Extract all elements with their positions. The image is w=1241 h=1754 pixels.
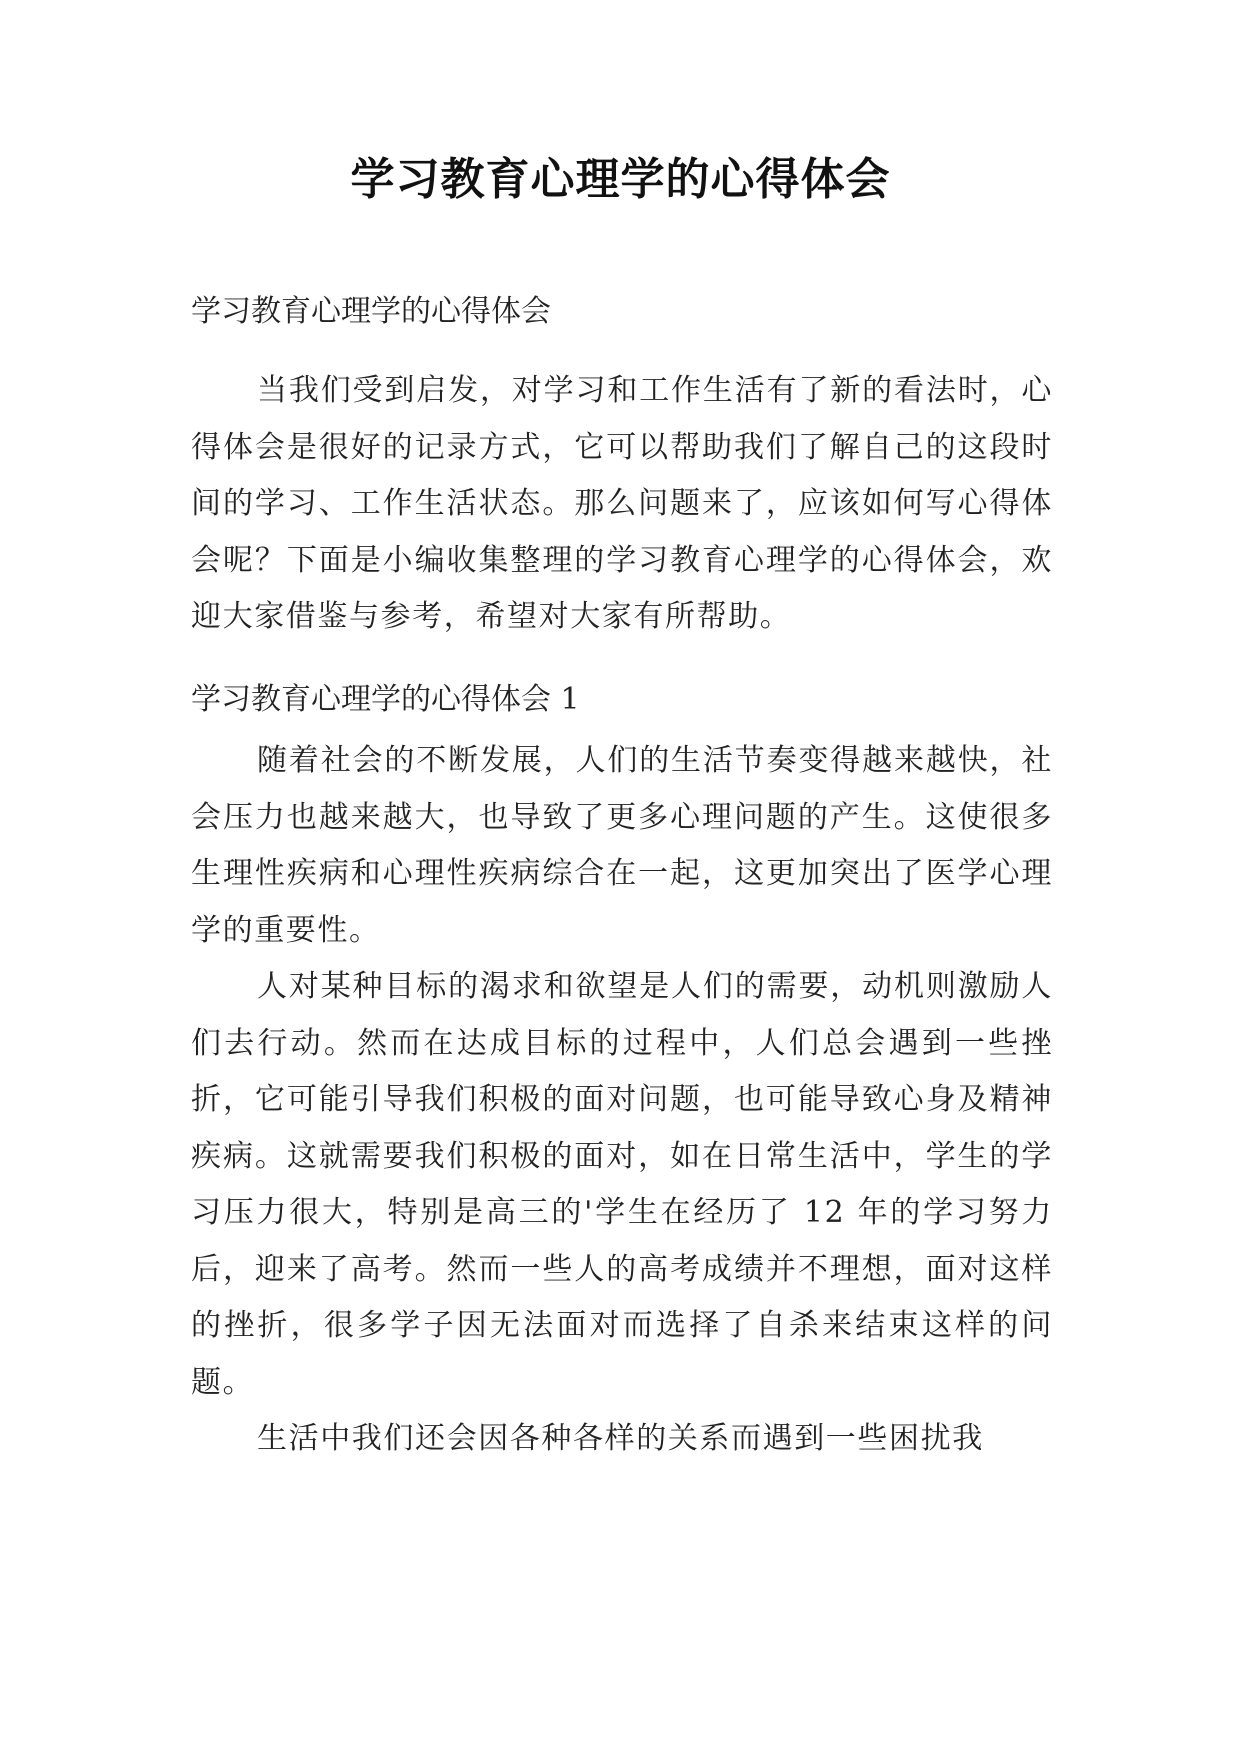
document-subtitle: 学习教育心理学的心得体会 xyxy=(191,294,551,329)
body-paragraph: 人对某种目标的渴求和欲望是人们的需要，动机则激励人们去行动。然而在达成目标的过程中，人们总会遇到一些挫折，它可能引导我们积极的面对问题，也可能导致心身及精神疾病。这就需要我们积极的面对，如在日常生活中，学生的学习压力很大，特别是高三的'学生在经历了 12 年的学习努力后，迎来了高考。然而一些人的高考成绩并不理想，面对这样的挫折，很多学子因无法面对而选择了自杀来结束这样的问题。 xyxy=(191,969,1053,1400)
section-heading: 学习教育心理学的心得体会 1 xyxy=(191,682,580,717)
body-paragraph: 随着社会的不断发展，人们的生活节奏变得越来越快，社会压力也越来越大，也导致了更多心理问题的产生。这使很多生理性疾病和心理性疾病综合在一起，这更加突出了医学心理学的重要性。 xyxy=(191,743,1053,948)
document-title: 学习教育心理学的心得体会 xyxy=(350,154,891,205)
intro-paragraph: 当我们受到启发，对学习和工作生活有了新的看法时，心得体会是很好的记录方式，它可以帮助我们了解自己的这段时间的学习、工作生活状态。那么问题来了，应该如何写心得体会呢？下面是小编收集整理的学习教育心理学的心得体会，欢迎大家借鉴与参考，希望对大家有所帮助。 xyxy=(191,373,1053,634)
body-paragraph: 生活中我们还会因各种各样的关系而遇到一些困扰我 xyxy=(257,1421,984,1456)
